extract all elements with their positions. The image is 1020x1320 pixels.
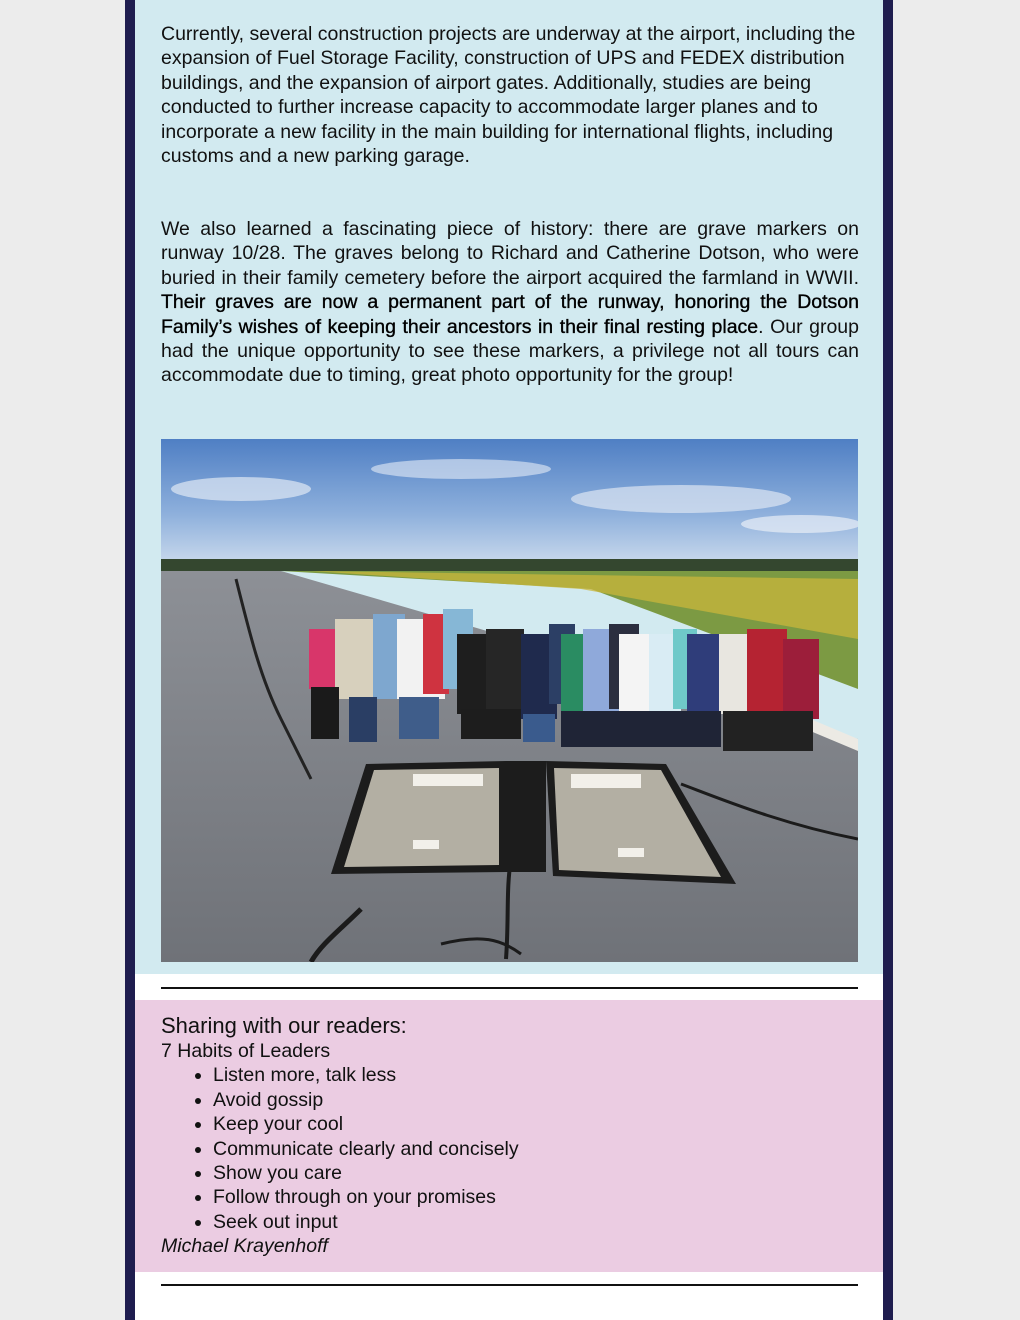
section-divider [161,987,858,989]
sharing-subtitle: 7 Habits of Leaders [161,1040,331,1062]
cloud [171,477,311,501]
sharing-block [161,1012,859,1259]
author-credit: Michael Krayenhoff [161,1235,328,1258]
list-item: • Avoid gossip [213,1088,859,1112]
list-item: • Communicate clearly and concisely [213,1137,859,1161]
paragraph-grave-history-outro: . Our group had the unique opportunity to see these markers, a privilege not all tours can accommodate due to timing, great photo opportunity for the group! [161,315,860,387]
cloud [371,459,551,479]
sharing-title: Sharing with our readers: [161,1013,407,1038]
habits-list [161,1063,859,1234]
list-item: • Show you care [213,1161,859,1185]
paragraph-construction: Currently, several construction projects are underway at the airport, including the expansion of Fuel Storage Facility, construction of UPS and FEDEX distribution buildings, and the expansion of airport gates. Additionally, studies are being conducted to further increase capacity to accommodate larger planes and to incorporate a new facility in the main building for international flights, including customs and a new parking garage. [161,23,856,168]
group-photo-on-runway [161,439,858,962]
treeline [161,559,858,571]
list-item: • Follow through on your promises [213,1185,859,1209]
cloud [741,515,858,533]
list-item: • Seek out input [213,1210,859,1234]
section-divider [161,1284,858,1286]
list-item: • Keep your cool [213,1112,859,1136]
paragraph-grave-history [161,217,859,388]
paragraph-grave-history-intro: We also learned a fascinating piece of history: there are grave markers on runway 10/28. The graves belong to Richard and Catherine Dotson, who were buried in their family cemetery before the airport acquired the farmland in WWII. [161,218,859,289]
cloud [571,485,791,513]
list-item: • Listen more, talk less [213,1063,859,1087]
paragraph-grave-history-emphasis: Their graves are now a permanent part of the runway, honoring the Dotson Family’s wishes of keeping their ancestors in their final resting place [161,291,859,338]
